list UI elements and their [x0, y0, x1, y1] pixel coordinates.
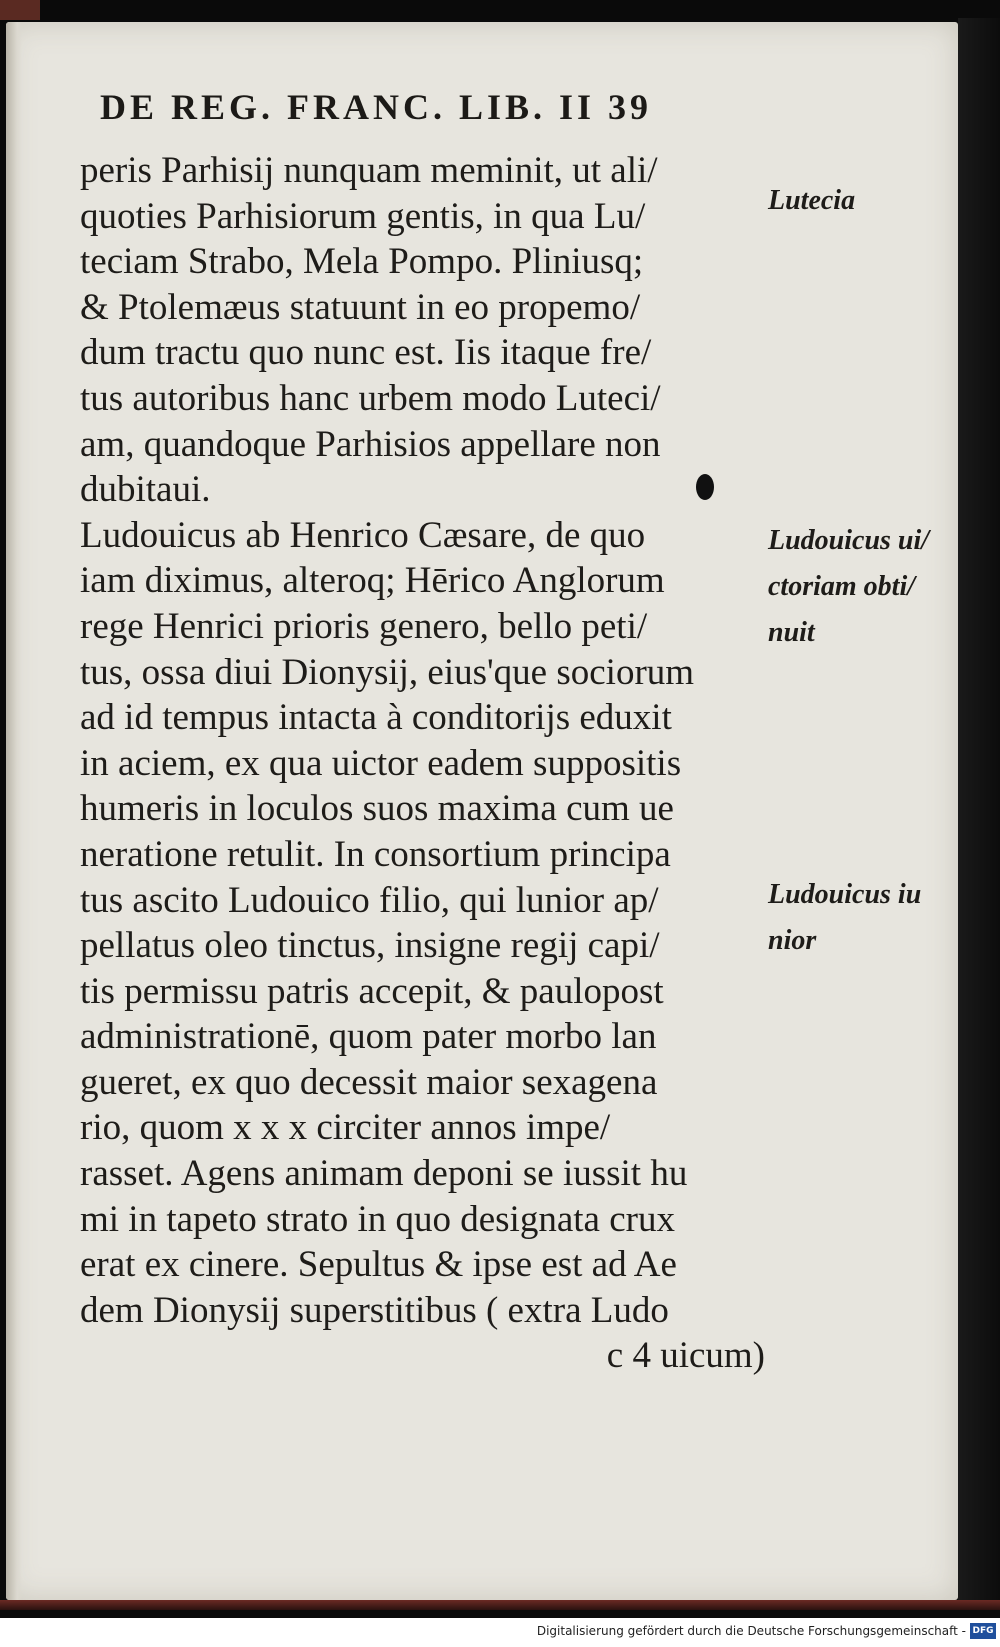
text-line: rege Henrici prioris genero, bello peti/ [80, 605, 648, 647]
text-line: dum tractu quo nunc est. Iis itaque fre/ [80, 332, 652, 374]
text-line: dem Dionysij superstitibus ( extra Ludo [80, 1289, 669, 1331]
text-line: iam diximus, alteroq; Hērico Anglorum [80, 560, 665, 602]
catchword: c 4 uicum) [606, 1335, 765, 1377]
text-line: tus, ossa diui Dionysij, eius'que sociorum [80, 651, 695, 693]
top-left-tab [0, 0, 40, 20]
text-line: Ludouicus ab Henrico Cæsare, de quo [80, 514, 646, 556]
text-line: quoties Parhisiorum gentis, in qua Lu/ [80, 195, 646, 237]
text-line: teciam Strabo, Mela Pompo. Pliniusq; [80, 241, 644, 283]
dfg-logo-icon: DFG [970, 1623, 996, 1639]
marginal-note-line: nior [768, 925, 817, 956]
marginal-note-lutecia [768, 178, 855, 224]
text-line: in aciem, ex qua uictor eadem suppositis [80, 742, 682, 784]
running-header: DE REG. FRANC. LIB. II 39 [100, 87, 653, 127]
funding-credit: Digitalisierung gefördert durch die Deutsche Forschungsgemeinschaft - [536, 1624, 966, 1638]
text-line: humeris in loculos suos maxima cum ue [80, 788, 674, 830]
text-line: tus autoribus hanc urbem modo Luteci/ [80, 377, 661, 419]
text-line: neratione retulit. In consortium principa [80, 833, 671, 875]
text-line: dubitaui. [80, 469, 211, 511]
page-left-edge [6, 22, 22, 1600]
text-line: gueret, ex quo decessit maior sexagena [80, 1061, 658, 1103]
footer-bar [0, 1618, 1000, 1647]
text-line: tus ascito Ludouico filio, qui lunior ap/ [80, 879, 659, 921]
text-line: am, quandoque Parhisios appellare non [80, 423, 661, 465]
text-line: tis permissu patris accepit, & paulopost [80, 970, 664, 1012]
text-line: administrationē, quom pater morbo lan [80, 1016, 657, 1058]
text-line: peris Parhisij nunquam meminit, ut ali/ [80, 150, 658, 191]
marginal-note-line: ctoriam obti/ [768, 571, 915, 602]
ink-blot-icon [696, 474, 714, 500]
text-line: & Ptolemæus statuunt in eo propemo/ [80, 286, 641, 328]
text-line: ad id tempus intacta à conditorijs eduxit [80, 697, 672, 739]
marginal-note-ludouicus-victoria [768, 518, 929, 656]
book-binding-edge [958, 18, 1000, 1604]
marginal-note-line: Ludouicus ui/ [768, 525, 930, 556]
text-line: rasset. Agens animam deponi se iussit hu [80, 1153, 688, 1195]
text-line: erat ex cinere. Sepultus & ipse est ad Ae [80, 1244, 677, 1286]
main-text-block [80, 148, 770, 1379]
text-line: mi in tapeto strato in quo designata crux [80, 1198, 675, 1240]
book-bottom-edge [0, 1600, 1000, 1610]
marginal-note-line: Ludouicus iu [768, 879, 922, 910]
text-line: rio, quom x x x circiter annos impe/ [80, 1107, 611, 1149]
marginal-note-ludouicus-iunior [768, 872, 921, 964]
marginal-note-line: nuit [768, 617, 815, 648]
marginal-note-line: Lutecia [768, 185, 856, 216]
text-line: pellatus oleo tinctus, insigne regij capi/ [80, 925, 660, 967]
